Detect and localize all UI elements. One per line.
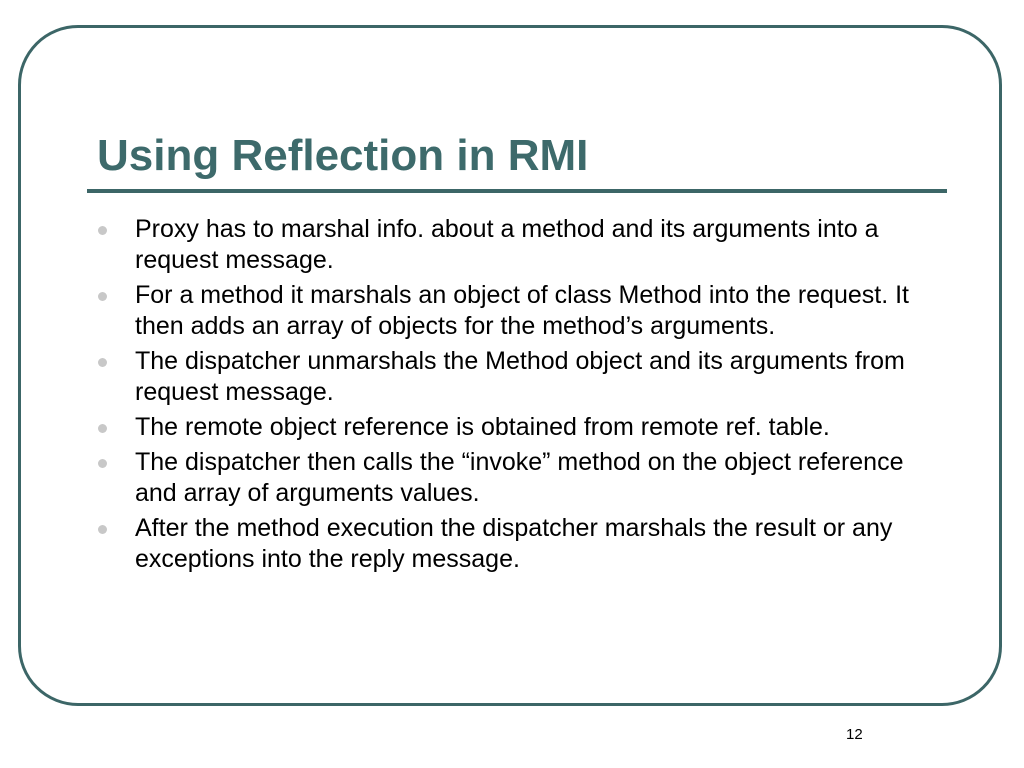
- bullet-item: [97, 214, 927, 276]
- bullet-list: [97, 214, 927, 579]
- bullet-dot-icon: [98, 358, 107, 367]
- bullet-dot-icon: [98, 424, 107, 433]
- bullet-text: The dispatcher then calls the “invoke” method on the object reference and array of arguments values.: [135, 448, 904, 507]
- bullet-item: [97, 447, 927, 509]
- page-number: 12: [846, 726, 863, 743]
- bullet-text: For a method it marshals an object of class Method into the request. It then adds an array of objects for the method’s arguments.: [135, 281, 909, 340]
- bullet-dot-icon: [98, 226, 107, 235]
- bullet-text: The remote object reference is obtained from remote ref. table.: [135, 413, 830, 441]
- bullet-text: Proxy has to marshal info. about a method and its arguments into a request message.: [135, 215, 879, 274]
- bullet-dot-icon: [98, 292, 107, 301]
- bullet-dot-icon: [98, 525, 107, 534]
- bullet-item: [97, 280, 927, 342]
- bullet-dot-icon: [98, 459, 107, 468]
- slide-title: Using Reflection in RMI: [97, 131, 589, 180]
- bullet-item: [97, 346, 927, 408]
- title-underline: [87, 189, 947, 193]
- bullet-text: After the method execution the dispatcher marshals the result or any exceptions into the reply message.: [135, 514, 893, 573]
- bullet-item: [97, 513, 927, 575]
- bullet-text: The dispatcher unmarshals the Method object and its arguments from request message.: [135, 347, 905, 406]
- bullet-item: [97, 412, 927, 443]
